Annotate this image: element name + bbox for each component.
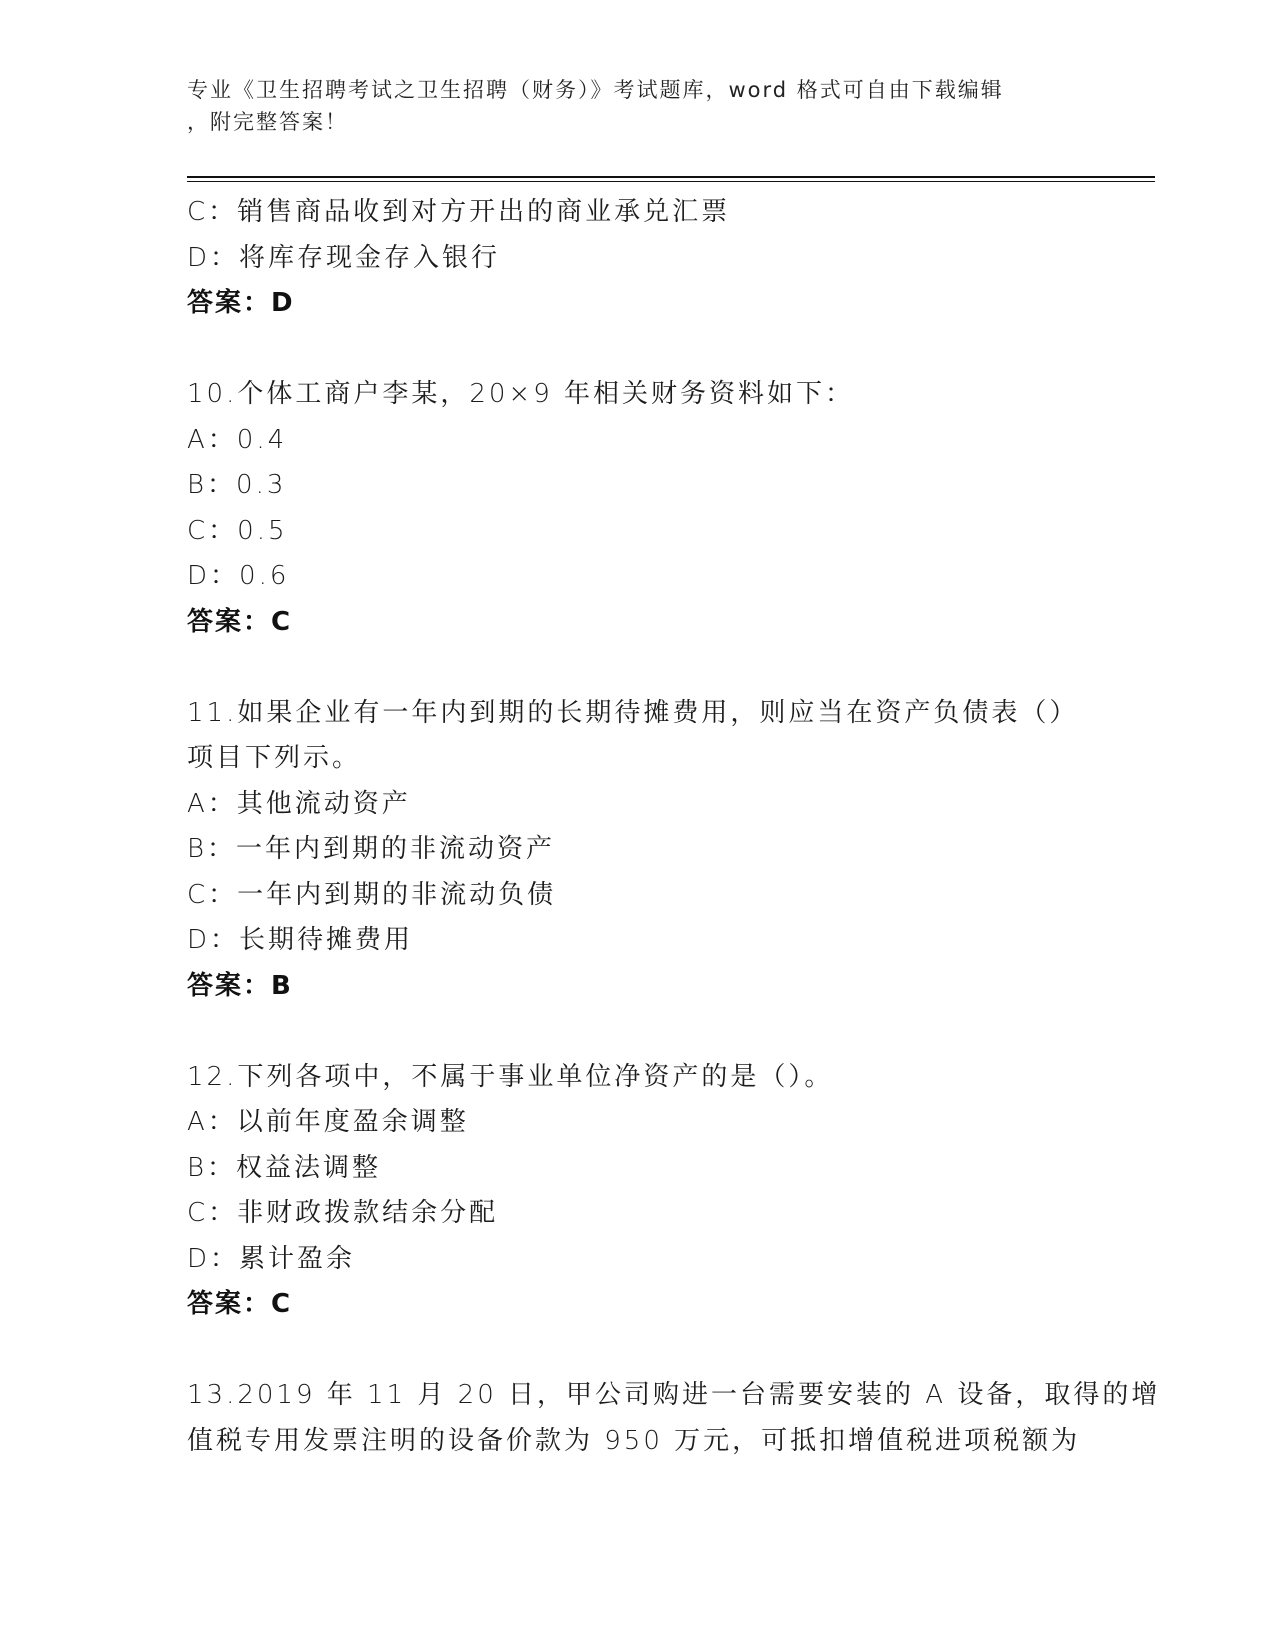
q11-option-d: D：长期待摊费用: [187, 925, 414, 955]
q10-answer: 答案：C: [187, 606, 293, 637]
question-12: [187, 1055, 1087, 1328]
q12-option-d: D：累计盈余: [187, 1243, 356, 1274]
question-11: [187, 691, 1087, 1010]
q11-option-c: C：一年内到期的非流动负债: [187, 879, 557, 910]
q10-option-b: B：0.3: [187, 470, 287, 500]
question-list: [187, 190, 1161, 1464]
spacer: [187, 1009, 1087, 1055]
page-header: [187, 74, 1067, 138]
q10-option-a: A：0.4: [187, 424, 288, 455]
header-title-line2: ，附完整答案！: [187, 110, 348, 134]
header-title-line1: 专业《卫生招聘考试之卫生招聘（财务）》考试题库，word 格式可自由下载编辑: [187, 78, 1004, 102]
q9-option-c: C：销售商品收到对方开出的商业承兑汇票: [187, 197, 731, 227]
spacer: [187, 327, 1087, 373]
question-9-tail: [187, 190, 1087, 327]
spacer: [187, 1328, 1087, 1374]
q11-stem-line1: 11.如果企业有一年内到期的长期待摊费用，则应当在资产负债表（）: [187, 697, 1079, 728]
q9-answer: 答案：D: [187, 288, 295, 318]
q11-answer: 答案：B: [187, 970, 293, 1001]
q13-stem-line2: 值税专用发票注明的设备价款为 950 万元，可抵扣增值税进项税额为: [187, 1425, 1081, 1456]
q13-stem-line1: 13.2019 年 11 月 20 日，甲公司购进一台需要安装的 A 设备，取得的增: [187, 1380, 1161, 1410]
q12-answer: 答案：C: [187, 1289, 293, 1319]
q10-stem: 10.个体工商户李某，20×9 年相关财务资料如下：: [187, 379, 855, 409]
q9-option-d: D：将库存现金存入银行: [187, 242, 501, 273]
q12-stem: 12.下列各项中，不属于事业单位净资产的是（）。: [187, 1061, 834, 1092]
q11-stem-line2: 项目下列示。: [187, 743, 362, 773]
q10-option-c: C：0.5: [187, 515, 288, 546]
q12-option-a: A：以前年度盈余调整: [187, 1107, 469, 1137]
question-13: [187, 1373, 1161, 1464]
q10-option-d: D：0.6: [187, 561, 290, 591]
spacer: [187, 645, 1087, 691]
q12-option-b: B：权益法调整: [187, 1152, 382, 1183]
q12-option-c: C：非财政拨款结余分配: [187, 1198, 499, 1228]
header-divider-thin: [187, 181, 1155, 182]
question-10: [187, 372, 1087, 645]
q11-option-a: A：其他流动资产: [187, 788, 411, 819]
header-divider: [187, 176, 1155, 178]
q11-option-b: B：一年内到期的非流动资产: [187, 834, 556, 864]
